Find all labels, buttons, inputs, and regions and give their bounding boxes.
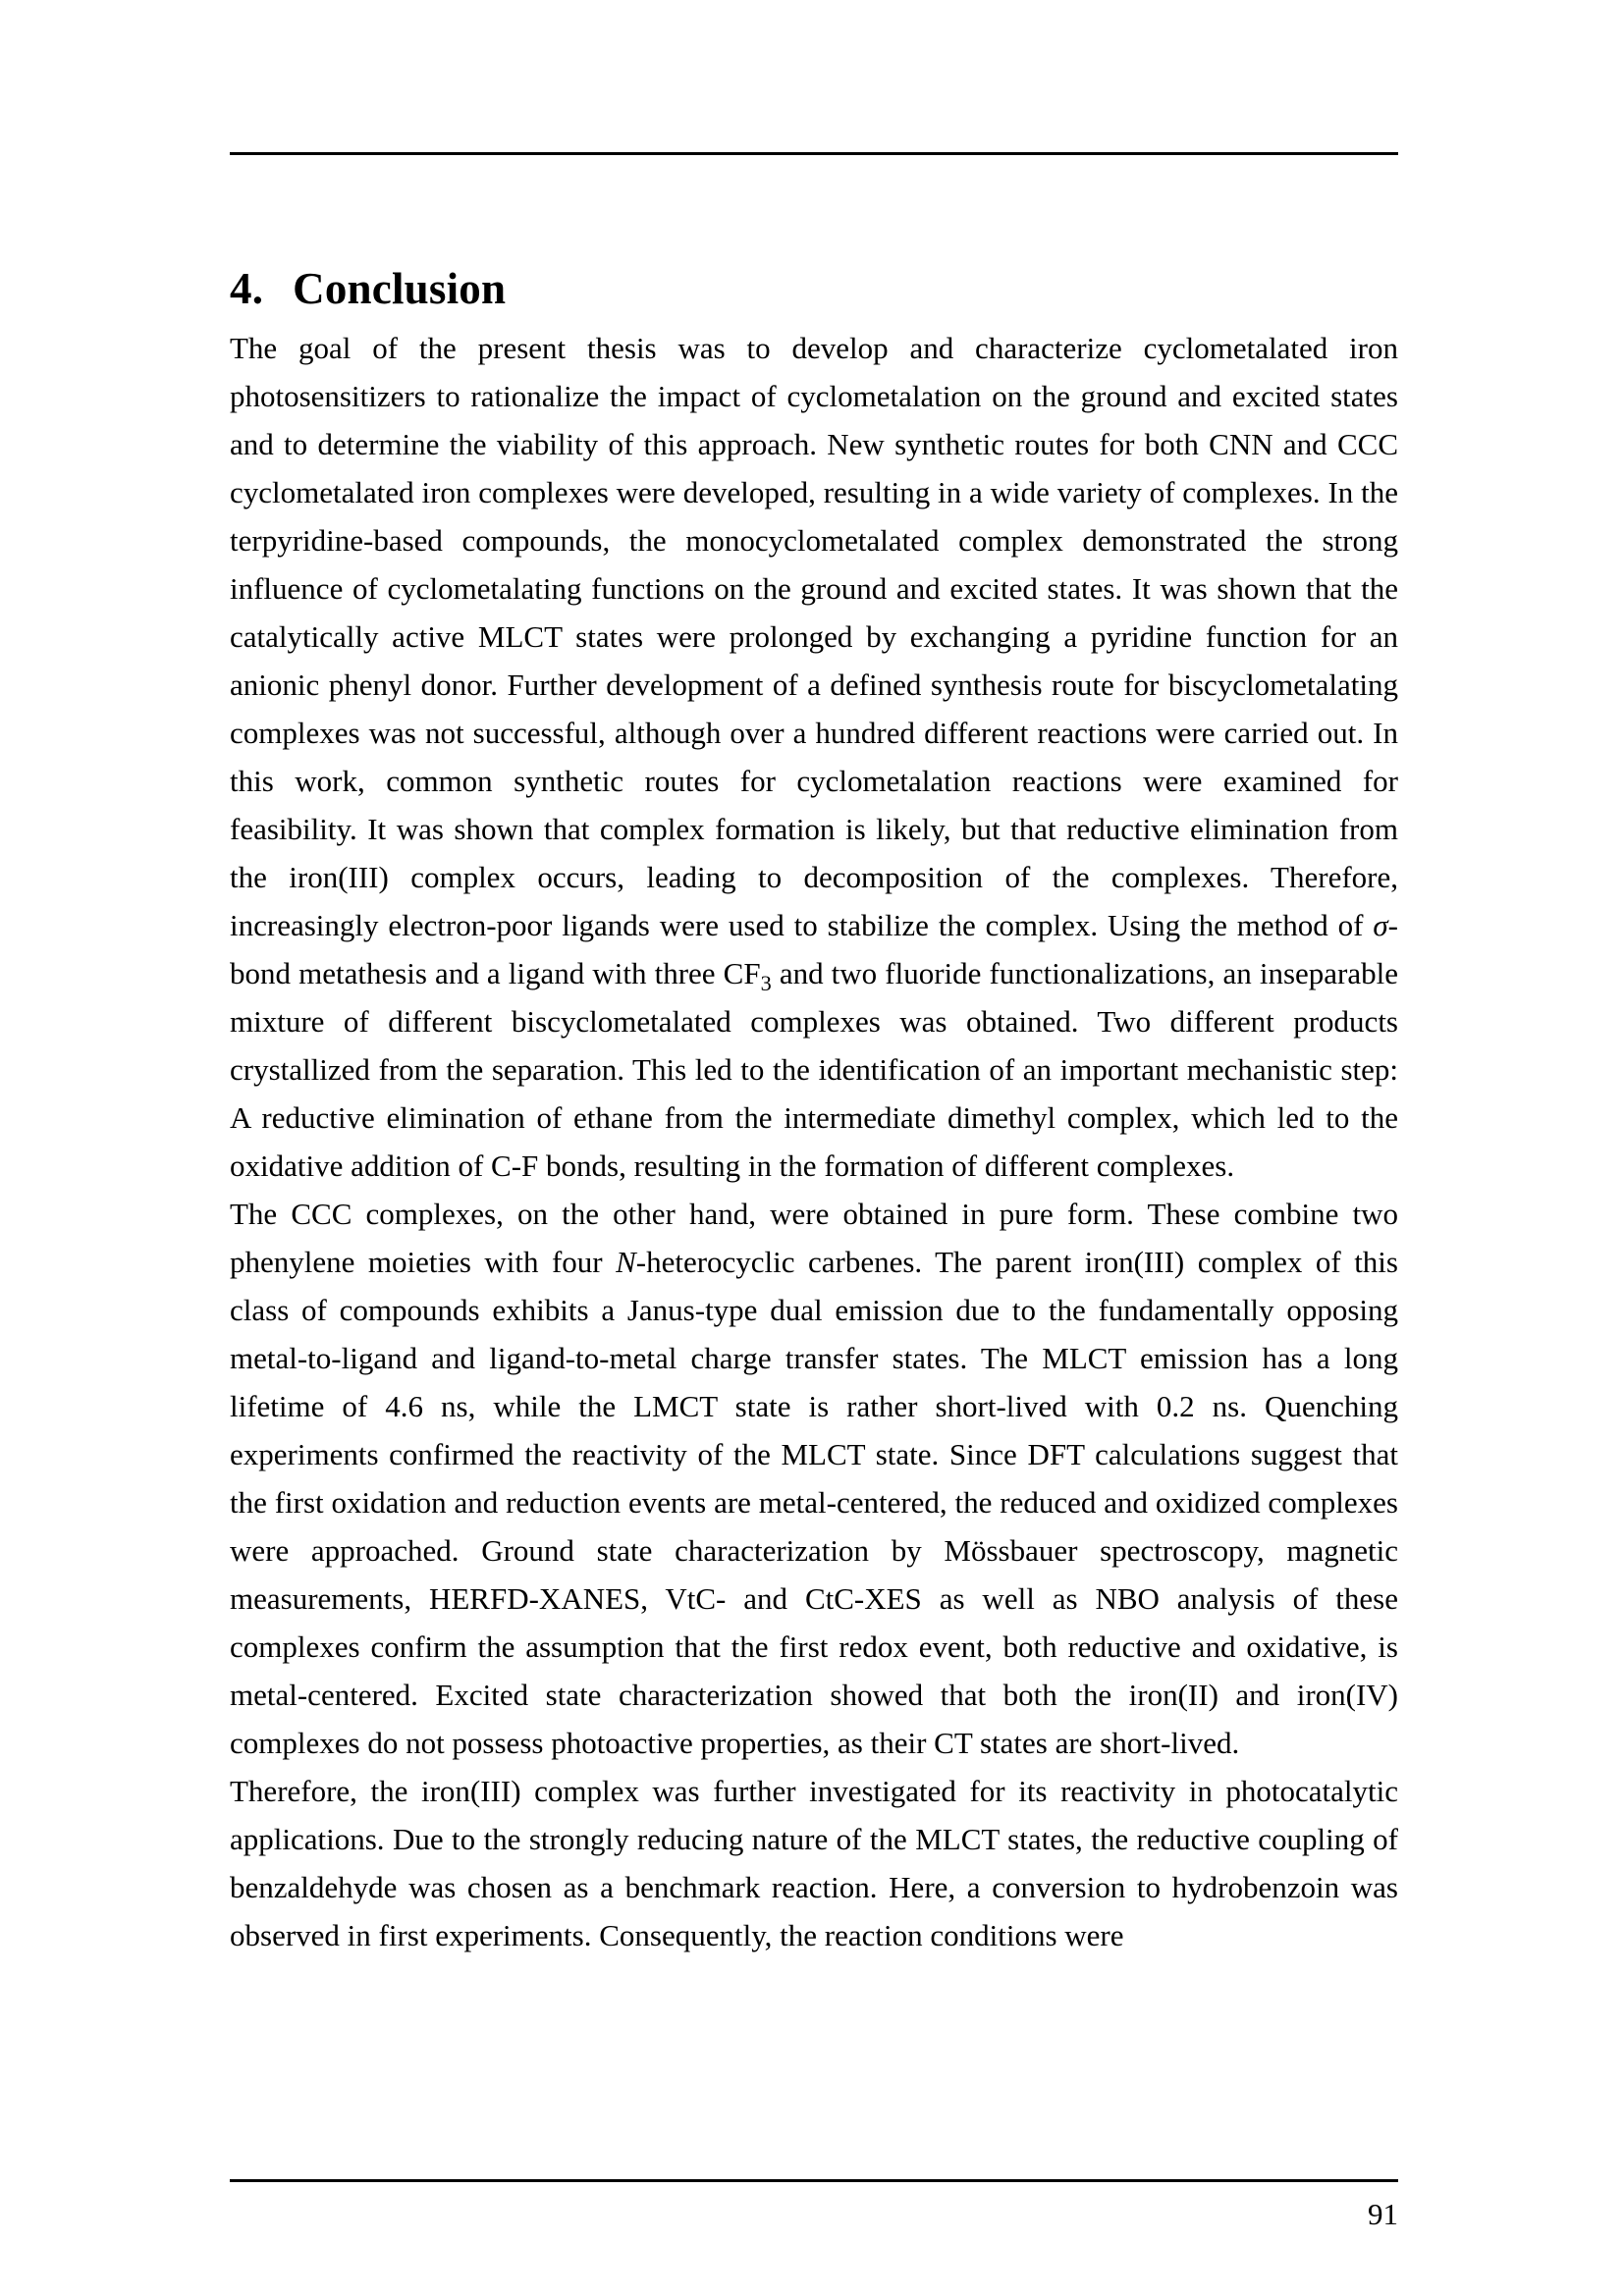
body-text	[230, 324, 1398, 1959]
italic-text: σ	[1373, 908, 1388, 942]
italic-text: N	[616, 1245, 636, 1279]
section-heading	[230, 263, 506, 314]
page-number: 91	[1368, 2197, 1398, 2231]
text-segment: and two fluoride functionalizations, an inseparable mixture of different biscyclometalated complexes was obtained. Two different products crystallized from the separation. This led to the identification of an important mechanistic step: A reductive elimination of ethane from the intermediate dimethyl complex, which led to the oxidative addition of C-F bonds, resulting in the formation of different complexes.	[230, 956, 1398, 1183]
paragraph	[230, 1767, 1398, 1959]
text-segment: Therefore, the iron(III) complex was further investigated for its reactivity in photocatalytic applications. Due to the strongly reducing nature of the MLCT states, the reductive coupling of benzaldehyde was chosen as a benchmark reaction. Here, a conversion to hydrobenzoin was observed in first experiments. Consequently, the reaction conditions were	[230, 1774, 1398, 1952]
text-segment: -bond metathesis and a ligand with three CF	[230, 908, 1398, 990]
footer-rule	[230, 2179, 1398, 2182]
section-title: Conclusion	[293, 264, 507, 314]
section-number: 4.	[230, 264, 264, 314]
text-segment: The CCC complexes, on the other hand, were obtained in pure form. These combine two phenylene moieties with four	[230, 1197, 1398, 1279]
paragraph	[230, 1190, 1398, 1767]
header-rule	[230, 152, 1398, 155]
subscript-text: 3	[760, 971, 772, 996]
paragraph	[230, 324, 1398, 1190]
text-segment: The goal of the present thesis was to develop and characterize cyclometalated iron photosensitizers to rationalize the impact of cyclometalation on the ground and excited states and to determine the viability of this approach. New synthetic routes for both CNN and CCC cyclometalated iron complexes were developed, resulting in a wide variety of complexes. In the terpyridine-based compounds, the monocyclometalated complex demonstrated the strong influence of cyclometalating functions on the ground and excited states. It was shown that the catalytically active MLCT states were prolonged by exchanging a pyridine function for an anionic phenyl donor. Further development of a defined synthesis route for biscyclometalating complexes was not successful, although over a hundred different reactions were carried out. In this work, common synthetic routes for cyclometalation reactions were examined for feasibility. It was shown that complex formation is likely, but that reductive elimination from the iron(III) complex occurs, leading to decomposition of the complexes. Therefore, increasingly electron-poor ligands were used to stabilize the complex. Using the method of	[230, 331, 1398, 942]
text-segment: -heterocyclic carbenes. The parent iron(III) complex of this class of compounds exhibits a Janus-type dual emission due to the fundamentally opposing metal-to-ligand and ligand-to-metal charge transfer states. The MLCT emission has a long lifetime of 4.6 ns, while the LMCT state is rather short-lived with 0.2 ns. Quenching experiments confirmed the reactivity of the MLCT state. Since DFT calculations suggest that the first oxidation and reduction events are metal-centered, the reduced and oxidized complexes were approached. Ground state characterization by Mössbauer spectroscopy, magnetic measurements, HERFD-XANES, VtC- and CtC-XES as well as NBO analysis of these complexes confirm the assumption that the first redox event, both reductive and oxidative, is metal-centered. Excited state characterization showed that both the iron(II) and iron(IV) complexes do not possess photoactive properties, as their CT states are short-lived.	[230, 1245, 1398, 1760]
